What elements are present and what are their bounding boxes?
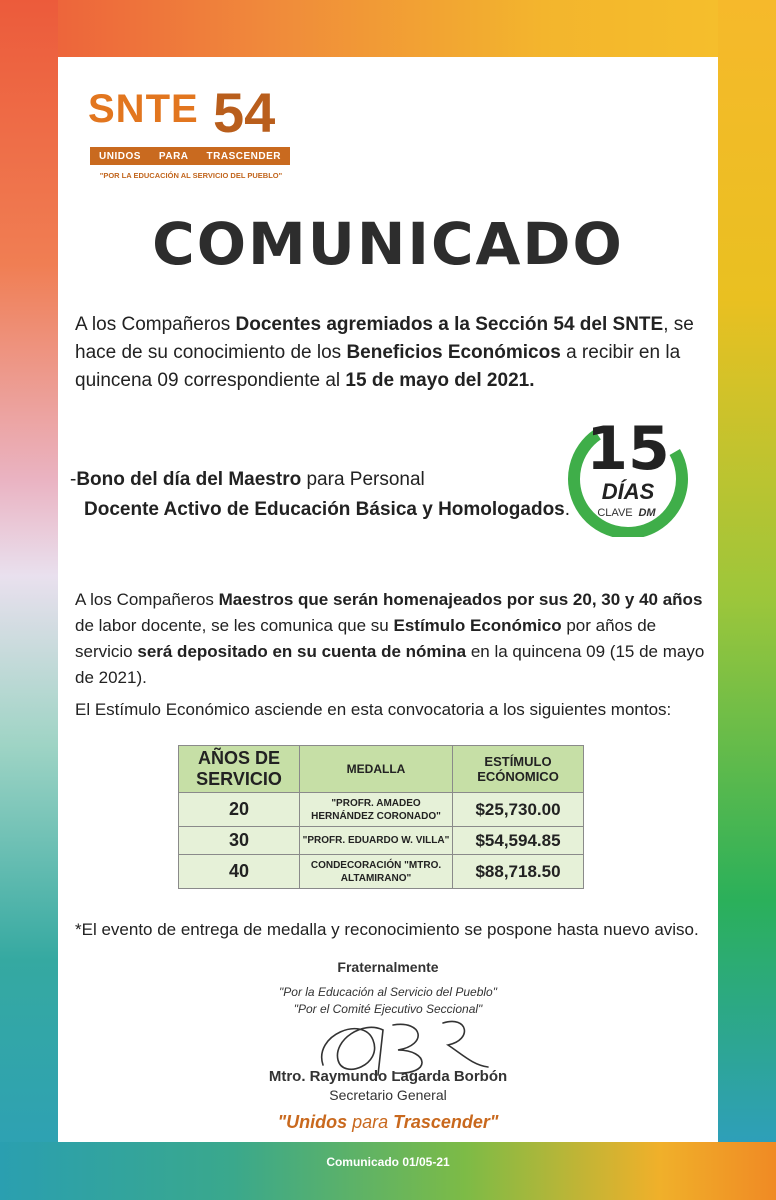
signer-name: Mtro. Raymundo Lagarda Borbón <box>268 1068 508 1085</box>
header-medalla: MEDALLA <box>300 746 453 793</box>
bono-text-2: . <box>564 499 571 520</box>
closing-line-1: "Por la Educación al Servicio del Pueblo" <box>279 985 497 999</box>
cell-anos: 40 <box>179 855 300 889</box>
snte-54-logo <box>88 81 293 187</box>
table-row <box>179 855 584 889</box>
header-estimulo: ESTÍMULO ECÓNOMICO <box>453 746 584 793</box>
slogan-part-3: Trascender" <box>388 1112 499 1132</box>
homenaje-bold-3: será depositado en su cuenta de nómina <box>137 642 467 661</box>
intro-bold-3: 15 de mayo del 2021. <box>345 370 535 391</box>
homenaje-text-3: por años de servicio <box>75 616 657 661</box>
badge-ring-icon <box>563 407 693 537</box>
fifteen-days-badge <box>563 407 693 537</box>
closing-slogan <box>58 1112 718 1133</box>
bono-bold-1: Bono del día del Maestro <box>76 469 302 490</box>
cell-anos: 20 <box>179 793 300 827</box>
intro-paragraph <box>75 311 695 395</box>
badge-number: 15 <box>586 414 670 484</box>
intro-bold-2: Beneficios Económicos <box>346 342 561 363</box>
bono-line-1 <box>70 465 590 495</box>
homenaje-text-4: en la quincena 09 (15 de mayo de 2021). <box>75 642 705 687</box>
homenaje-bold-2: Estímulo Económico <box>393 616 562 635</box>
cell-anos: 30 <box>179 827 300 855</box>
bono-prefix: - <box>70 469 77 490</box>
cell-monto: $25,730.00 <box>453 793 584 827</box>
table-row <box>179 827 584 855</box>
cell-monto: $54,594.85 <box>453 827 584 855</box>
frame-bottom <box>0 1142 776 1200</box>
estimulo-intro: El Estímulo Económico asciende en esta convocatoria a los siguientes montos: <box>75 700 672 719</box>
homenaje-paragraph <box>75 587 705 691</box>
table-header-row <box>179 746 584 793</box>
closing-fraternal: Fraternalmente <box>337 959 439 975</box>
logo-tagline: "POR LA EDUCACIÓN AL SERVICIO DEL PUEBLO" <box>99 171 283 180</box>
cell-monto: $88,718.50 <box>453 855 584 889</box>
cell-medalla: "PROFR. EDUARDO W. VILLA" <box>300 827 453 855</box>
intro-text-2: , se hace de su conocimiento de los <box>75 314 694 363</box>
header-anos: AÑOS DE SERVICIO <box>179 746 300 793</box>
cell-medalla: "PROFR. AMADEO HERNÁNDEZ CORONADO" <box>300 793 453 827</box>
badge-clave: CLAVE <box>597 507 633 519</box>
frame-left <box>0 0 58 1200</box>
estimulo-table <box>178 745 584 889</box>
signer-position: Secretario General <box>329 1087 447 1103</box>
document-page <box>58 57 718 1142</box>
frame-right <box>718 0 776 1200</box>
slogan-part-1: "Unidos <box>277 1112 353 1132</box>
badge-label: DÍAS <box>601 479 655 504</box>
table-row <box>179 793 584 827</box>
bono-bold-2: Docente Activo de Educación Básica y Homologados <box>84 499 565 520</box>
frame-top <box>0 0 776 57</box>
logo-brand: SNTE <box>88 87 199 131</box>
event-note: *El evento de entrega de medalla y reconocimiento se pospone hasta nuevo aviso. <box>75 920 699 939</box>
footer-code: Comunicado 01/05-21 <box>326 1155 450 1169</box>
logo-number: 54 <box>213 81 276 144</box>
slogan-part-2: para <box>352 1112 389 1132</box>
homenaje-text-1: A los Compañeros <box>75 590 219 609</box>
cell-medalla: CONDECORACIÓN "MTRO. ALTAMIRANO" <box>300 855 453 889</box>
intro-text-3: a recibir en la quincena 09 correspondiente al <box>75 342 681 391</box>
badge-code: DM <box>638 507 656 519</box>
intro-text-1: A los Compañeros <box>75 314 236 335</box>
logo-motto-3: TRASCENDER <box>206 150 281 162</box>
bono-paragraph <box>70 465 590 525</box>
logo-motto-2: PARA <box>158 150 189 162</box>
bono-line-2 <box>70 495 590 525</box>
homenaje-bold-1: Maestros que serán homenajeados por sus 20, 30 y 40 años <box>218 590 703 609</box>
closing-line-2: "Por el Comité Ejecutivo Seccional" <box>293 1002 483 1016</box>
logo-motto-bar <box>90 147 290 165</box>
logo-motto-1: UNIDOS <box>99 150 141 162</box>
intro-bold-1: Docentes agremiados a la Sección 54 del SNTE <box>235 314 664 335</box>
page-title: COMUNICADO <box>152 210 624 278</box>
homenaje-text-2: de labor docente, se les comunica que su <box>75 616 394 635</box>
bono-text-1: para Personal <box>301 469 425 490</box>
